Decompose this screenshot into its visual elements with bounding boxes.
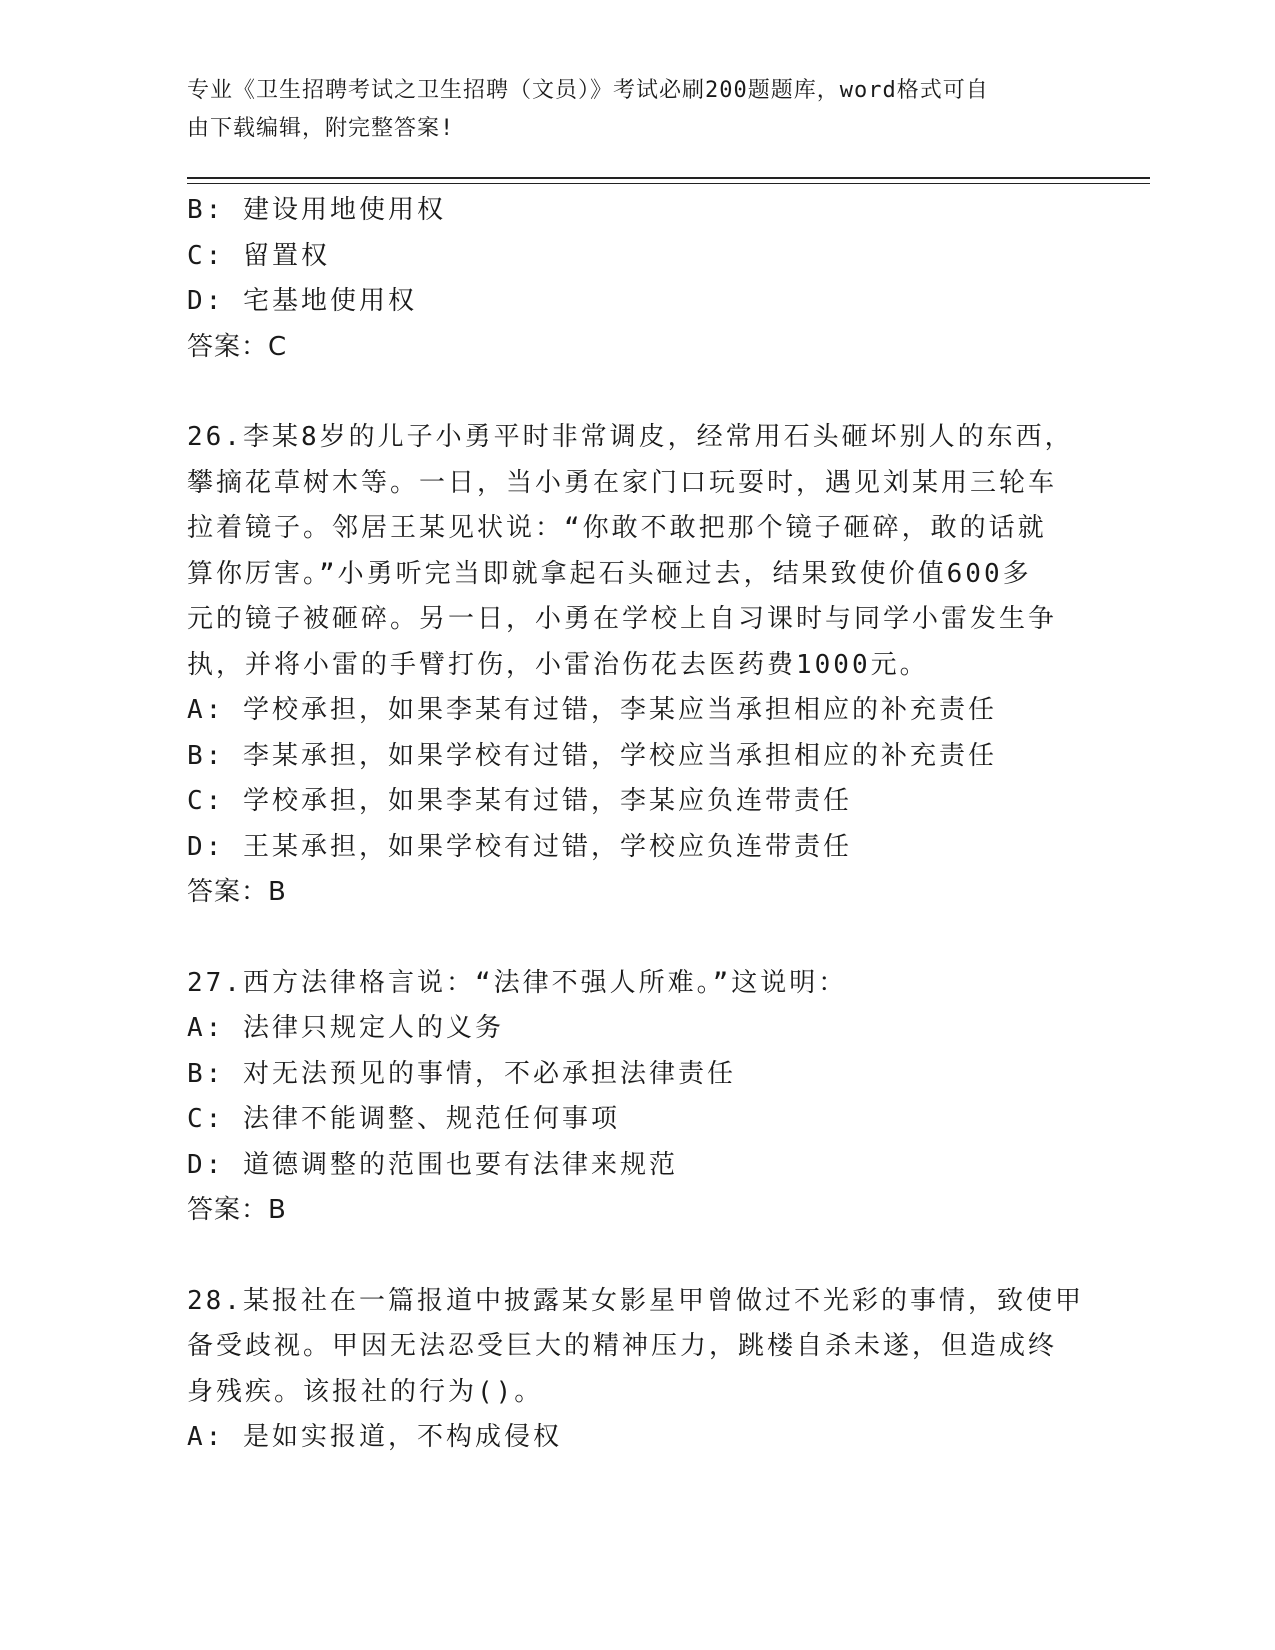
question-stem-line: 26.李某8岁的儿子小勇平时非常调皮，经常用石头砸坏别人的东西， — [187, 422, 1074, 452]
option-c: C: 法律不能调整、规范任何事项 — [187, 1104, 620, 1134]
option-d: D: 道德调整的范围也要有法律来规范 — [187, 1149, 678, 1180]
spacer — [187, 1234, 1077, 1279]
question-stem-line: 攀摘花草树木等。一日，当小勇在家门口玩耍时，遇见刘某用三轮车 — [187, 467, 1058, 498]
header-title-line-2: 由下载编辑，附完整答案! — [187, 116, 455, 141]
header-divider-thin — [187, 183, 1150, 184]
answer: 答案：B — [187, 877, 287, 907]
question-stem-line: 拉着镜子。邻居王某见状说：“你敢不敢把那个镜子砸碎，敢的话就 — [187, 513, 1047, 543]
spacer — [187, 916, 1077, 961]
question-28 — [187, 1279, 1084, 1461]
answer: 答案：C — [187, 331, 288, 362]
option-a: A: 法律只规定人的义务 — [187, 1013, 504, 1043]
question-27 — [187, 961, 1077, 1234]
header-divider-thick — [187, 177, 1150, 179]
question-stem-line: 身残疾。该报社的行为()。 — [187, 1376, 544, 1407]
page-header — [187, 72, 1067, 148]
option-d: D: 王某承担，如果学校有过错，学校应负连带责任 — [187, 831, 852, 862]
option-c: C: 学校承担，如果李某有过错，李某应负连带责任 — [187, 786, 852, 816]
question-stem-line: 备受歧视。甲因无法忍受巨大的精神压力，跳楼自杀未遂，但造成终 — [187, 1331, 1058, 1361]
question-26 — [187, 415, 1077, 916]
document-body — [187, 188, 1084, 1461]
header-title-line-1: 专业《卫生招聘考试之卫生招聘（文员）》考试必刷200题题库，word格式可自 — [187, 78, 989, 103]
option-b: B: 建设用地使用权 — [187, 195, 446, 225]
option-c: C: 留置权 — [187, 240, 330, 271]
option-b: B: 对无法预见的事情，不必承担法律责任 — [187, 1058, 736, 1089]
option-b: B: 李某承担，如果学校有过错，学校应当承担相应的补充责任 — [187, 740, 997, 771]
option-a: A: 学校承担，如果李某有过错，李某应当承担相应的补充责任 — [187, 695, 997, 725]
question-stem-line: 28.某报社在一篇报道中披露某女影星甲曾做过不光彩的事情，致使甲 — [187, 1285, 1084, 1316]
question-stem-line: 27.西方法律格言说：“法律不强人所难。”这说明： — [187, 967, 848, 998]
question-25-continuation — [187, 188, 1077, 370]
question-stem-line: 执，并将小雷的手臂打伤，小雷治伤花去医药费1000元。 — [187, 649, 929, 680]
spacer — [187, 370, 1077, 415]
question-stem-line: 元的镜子被砸碎。另一日，小勇在学校上自习课时与同学小雷发生争 — [187, 604, 1058, 634]
option-d: D: 宅基地使用权 — [187, 286, 417, 316]
answer: 答案：B — [187, 1195, 287, 1225]
question-stem-line: 算你厉害。”小勇听完当即就拿起石头砸过去，结果致使价值600多 — [187, 558, 1032, 589]
option-a: A: 是如实报道，不构成侵权 — [187, 1422, 562, 1452]
